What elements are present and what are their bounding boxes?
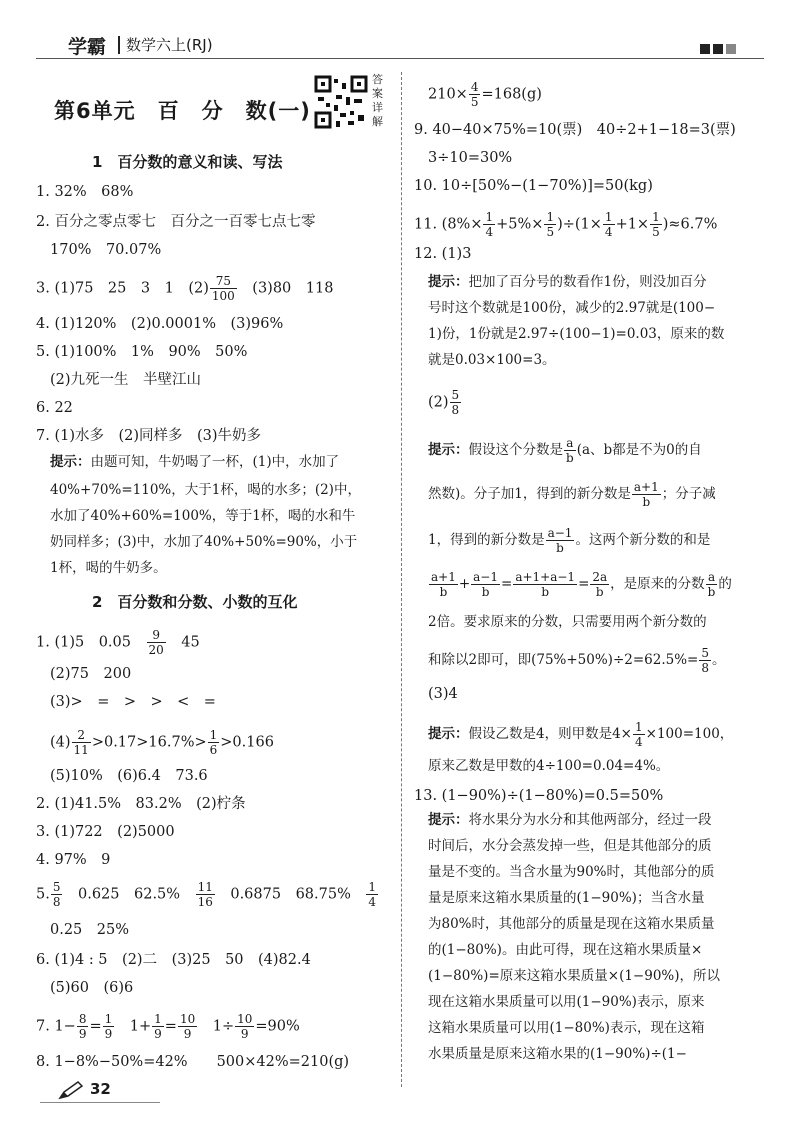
hint-line: 现在这箱水果质量可以用(1−90%)表示，原来: [428, 994, 705, 1010]
answer-line: (5)10% (6)6.4 73.6: [50, 768, 208, 784]
brand-logo: 学霸: [68, 36, 107, 58]
hint-line: 提示：假设这个分数是 $\frac{a}{b}$ (a、b都是不为0的自: [428, 436, 702, 465]
answer-line: 5. (1)100% 1% 90% 50%: [36, 344, 248, 360]
answer-line: 2. 百分之零点零七 百分之一百零七点七零: [36, 214, 316, 230]
answer-line: 6. 22: [36, 400, 73, 416]
hint-line: 奶同样多；(3)中，水加了40%+50%=90%，小于: [50, 534, 358, 550]
hint-line: 的(1−80%)。由此可得，现在这箱水果质量×: [428, 942, 703, 958]
answer-line: 3÷10=30%: [428, 150, 513, 166]
answer-line: 1. 32% 68%: [36, 184, 134, 200]
answer-line: 1. (1)5 0.05 $\frac{9}{20}$ 45: [36, 628, 200, 657]
answer-line: 210× $\frac{4}{5}$ =168(g): [428, 80, 542, 109]
answer-line: 5. $\frac{5}{8}$ 0.625 62.5% $\frac{11}{16}$ 0.6875 68.75% $\frac{1}{4}$: [36, 880, 377, 909]
hint-line: $\frac{a+1}{b}$ + $\frac{a-1}{b}$ = $\frac{a+1+a-1}{b}$ = $\frac{2a}{b}$ ，是原来的分数 $\frac{a}{b}$ 的: [431, 570, 732, 599]
answer-line: 7. 1− $\frac{8}{9}$ = $\frac{1}{9}$ 1+ $\frac{1}{9}$ = $\frac{10}{9}$ 1÷ $\frac{10}{9}$ =90%: [36, 1012, 300, 1041]
hint-line: 提示：由题可知，牛奶喝了一杯，(1)中，水加了: [50, 454, 340, 470]
hint-line: 水果质量是原来这箱水果的(1−90%)÷(1−: [428, 1046, 687, 1062]
hint-line: 就是0.03×100=3。: [428, 352, 556, 368]
answer-line: 4. 97% 9: [36, 852, 111, 868]
page-number: 32: [90, 1080, 111, 1098]
section-heading: 2 百分数和分数、小数的互化: [92, 593, 298, 611]
hint-line: 然数)。分子加1，得到的新分数是 $\frac{a+1}{b}$ ；分子减: [428, 480, 716, 509]
hint-line: 提示：把加了百分号的数看作1份，则没加百分: [428, 274, 707, 290]
section-heading: 1 百分数的意义和读、写法: [92, 153, 283, 171]
hint-line: 1，得到的新分数是 $\frac{a-1}{b}$ 。这两个新分数的和是: [428, 526, 711, 555]
hint-line: 2倍。要求原来的分数，只需要用两个新分数的: [428, 614, 707, 630]
answer-line: (3)> = > > < =: [50, 694, 216, 710]
header-square-icon: [700, 44, 710, 54]
qr-code-icon[interactable]: [314, 75, 368, 129]
hint-line: 提示：假设乙数是4，则甲数是4× $\frac{1}{4}$ ×100=100，: [428, 720, 734, 749]
answer-line: 10. 10÷[50%−(1−70%)]=50(kg): [414, 178, 653, 194]
hint-line: 号时这个数就是100份，减少的2.97就是(100−: [428, 300, 716, 316]
pencil-icon: [58, 1080, 84, 1100]
header-square-icon: [713, 44, 723, 54]
hint-line: 和除以2即可，即(75%+50%)÷2=62.5%= $\frac{5}{8}$ 。: [428, 646, 726, 675]
unit-title: 第6单元 百 分 数(一): [54, 99, 311, 123]
answer-line: 3. (1)722 (2)5000: [36, 824, 175, 840]
hint-line: 水加了40%+60%=100%，等于1杯，喝的水和牛: [50, 508, 356, 524]
hint-line: 1)份，1份就是2.97÷(100−1)=0.03，原来的数: [428, 326, 725, 342]
hint-line: 1杯，喝的牛奶多。: [50, 560, 167, 576]
header-rule: [36, 58, 764, 59]
answer-line: (4) $\frac{2}{11}$ >0.17>16.7%> $\frac{1}{6}$ >0.166: [50, 728, 274, 757]
hint-line: 为80%时，其他部分的质量是现在这箱水果质量: [428, 916, 715, 932]
hint-line: 40%+70%=110%，大于1杯，喝的水多；(2)中，: [50, 482, 361, 498]
hint-line: 量是不变的。当含水量为90%时，其他部分的质: [428, 864, 715, 880]
answer-line: 9. 40−40×75%=10(票) 40÷2+1−18=3(票): [414, 122, 736, 138]
answer-line: 170% 70.07%: [50, 242, 162, 258]
header-square-icon: [726, 44, 736, 54]
hint-line: 提示：将水果分为水分和其他两部分，经过一段: [428, 812, 712, 828]
answer-line: (3)4: [428, 686, 458, 702]
answer-line: (2)九死一生 半壁江山: [50, 372, 202, 388]
answer-line: 4. (1)120% (2)0.0001% (3)96%: [36, 316, 284, 332]
answer-line: 6. (1)4 : 5 (2)二 (3)25 50 (4)82.4: [36, 952, 311, 968]
answer-line: 8. 1−8%−50%=42% 500×42%=210(g): [36, 1054, 350, 1070]
answer-line: (2)75 200: [50, 666, 132, 682]
book-title: 数学六上(RJ): [126, 36, 213, 54]
footer-rule: [40, 1102, 160, 1103]
hint-line: 这箱水果质量可以用(1−80%)表示，现在这箱: [428, 1020, 705, 1036]
answer-line: (5)60 (6)6: [50, 980, 134, 996]
answer-line: 11. (8%× $\frac{1}{4}$ +5%× $\frac{1}{5}$ )÷(1× $\frac{1}{4}$ +1× $\frac{1}{5}$ )≈6.7%: [414, 210, 718, 239]
answer-line: 13. (1−90%)÷(1−80%)=0.5=50%: [414, 788, 664, 804]
hint-line: 原来乙数是甲数的4÷100=0.04=4%。: [428, 758, 670, 774]
answer-line: 3. (1)75 25 3 1 (2) $\frac{75}{100}$ (3)80 118: [36, 274, 334, 303]
answer-line: 12. (1)3: [414, 246, 472, 262]
answer-line: (2) $\frac{5}{8}$: [428, 388, 460, 417]
hint-line: (1−80%)=原来这箱水果质量×(1−90%)，所以: [428, 968, 721, 984]
answer-line: 7. (1)水多 (2)同样多 (3)牛奶多: [36, 428, 262, 444]
qr-caption: 答案详解: [372, 73, 383, 128]
header-separator: [118, 36, 120, 54]
column-divider: [401, 72, 402, 1087]
answer-line: 0.25 25%: [50, 922, 130, 938]
answer-line: 2. (1)41.5% 83.2% (2)柠条: [36, 796, 246, 812]
hint-line: 时间后，水分会蒸发掉一些，但是其他部分的质: [428, 838, 712, 854]
hint-line: 量是原来这箱水果质量的(1−90%)；当含水量: [428, 890, 705, 906]
